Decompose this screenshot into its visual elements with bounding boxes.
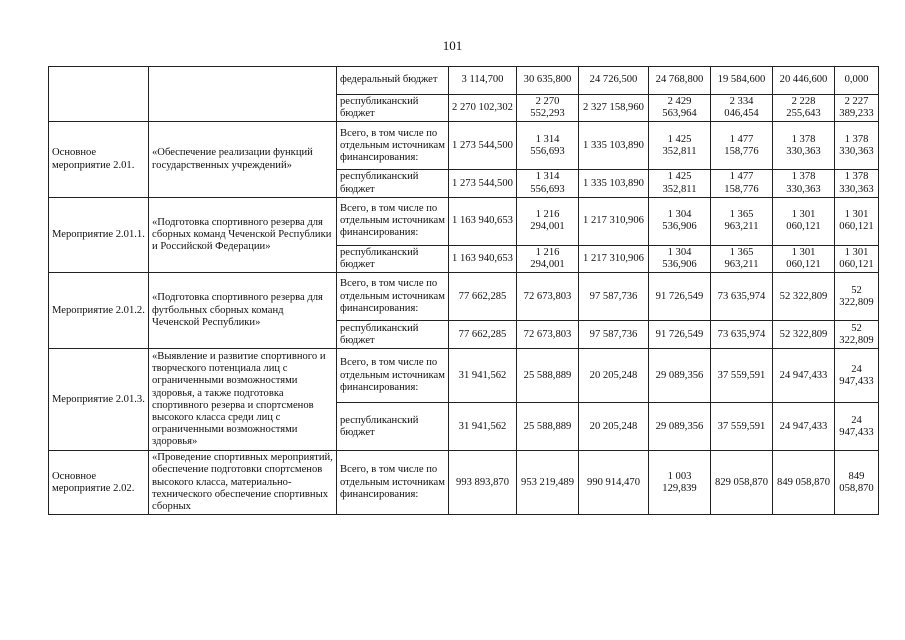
amount-cell: 1 163 940,653 [449,197,517,245]
amount-cell: 990 914,470 [579,451,649,515]
table-row [49,67,879,95]
funding-source: Всего, в том числе по отдельным источникам финансирования: [337,197,449,245]
amount-cell: 24 768,800 [649,67,711,95]
amount-cell: 1 378 330,363 [773,170,835,197]
funding-source: республиканский бюджет [337,245,449,272]
activity-code: Мероприятие 2.01.3. [49,349,149,451]
amount-cell: 1 003 129,839 [649,451,711,515]
amount-cell: 2 270 102,302 [449,95,517,122]
amount-cell: 1 273 544,500 [449,170,517,197]
amount-cell: 31 941,562 [449,349,517,403]
amount-cell: 73 635,974 [711,273,773,321]
amount-cell: 1 217 310,906 [579,245,649,272]
amount-cell: 1 365 963,211 [711,245,773,272]
activity-code: Основное мероприятие 2.02. [49,451,149,515]
amount-cell: 1 477 158,776 [711,170,773,197]
funding-source: федеральный бюджет [337,67,449,95]
amount-cell: 37 559,591 [711,403,773,451]
funding-source: Всего, в том числе по отдельным источникам финансирования: [337,122,449,170]
amount-cell: 20 205,248 [579,403,649,451]
amount-cell: 1 425 352,811 [649,122,711,170]
amount-cell: 25 588,889 [517,349,579,403]
amount-cell: 97 587,736 [579,273,649,321]
amount-cell: 37 559,591 [711,349,773,403]
amount-cell: 2 429 563,964 [649,95,711,122]
amount-cell: 20 446,600 [773,67,835,95]
amount-cell: 2 327 158,960 [579,95,649,122]
page-number: 101 [442,38,463,53]
amount-cell: 1 301 060,121 [773,197,835,245]
amount-cell: 2 227 389,233 [835,95,879,122]
table-row [49,349,879,403]
funding-source: Всего, в том числе по отдельным источникам финансирования: [337,273,449,321]
activity-code [49,67,149,122]
activity-name: «Обеспечение реализации функций государственных учреждений» [149,122,337,197]
funding-source: республиканский бюджет [337,321,449,349]
amount-cell: 829 058,870 [711,451,773,515]
table-row [49,197,879,245]
amount-cell: 20 205,248 [579,349,649,403]
amount-cell: 1 365 963,211 [711,197,773,245]
amount-cell: 24 947,433 [835,403,879,451]
amount-cell: 77 662,285 [449,321,517,349]
amount-cell: 2 270 552,293 [517,95,579,122]
amount-cell: 52 322,809 [773,273,835,321]
amount-cell: 849 058,870 [835,451,879,515]
amount-cell: 31 941,562 [449,403,517,451]
amount-cell: 0,000 [835,67,879,95]
amount-cell: 52 322,809 [835,273,879,321]
amount-cell: 1 314 556,693 [517,122,579,170]
funding-source: республиканский бюджет [337,403,449,451]
amount-cell: 29 089,356 [649,349,711,403]
amount-cell: 1 216 294,001 [517,197,579,245]
amount-cell: 2 228 255,643 [773,95,835,122]
table-row [49,451,879,515]
activity-name [149,67,337,122]
amount-cell: 1 335 103,890 [579,170,649,197]
amount-cell: 1 273 544,500 [449,122,517,170]
amount-cell: 24 947,433 [773,349,835,403]
amount-cell: 1 335 103,890 [579,122,649,170]
table-row [49,122,879,170]
amount-cell: 72 673,803 [517,321,579,349]
amount-cell: 1 314 556,693 [517,170,579,197]
amount-cell: 2 334 046,454 [711,95,773,122]
amount-cell: 77 662,285 [449,273,517,321]
amount-cell: 1 425 352,811 [649,170,711,197]
activity-name: «Проведение спортивных мероприятий, обеспечение подготовки спортсменов высокого класса, материально-технического обеспечение спортивных сборных [149,451,337,515]
amount-cell: 953 219,489 [517,451,579,515]
amount-cell: 24 947,433 [773,403,835,451]
amount-cell: 1 477 158,776 [711,122,773,170]
activity-name: «Подготовка спортивного резерва для футбольных сборных команд Чеченской Республики» [149,273,337,349]
amount-cell: 52 322,809 [835,321,879,349]
amount-cell: 1 301 060,121 [835,197,879,245]
activity-code: Основное мероприятие 2.01. [49,122,149,197]
amount-cell: 1 301 060,121 [773,245,835,272]
amount-cell: 29 089,356 [649,403,711,451]
amount-cell: 19 584,600 [711,67,773,95]
amount-cell: 3 114,700 [449,67,517,95]
amount-cell: 1 304 536,906 [649,197,711,245]
activity-name: «Выявление и развитие спортивного и творческого потенциала лиц с ограниченными возможностями здоровья, а также подготовка спортивного резерва и спортсменов высокого класса среди лиц с ограниченными возможностями здоровья» [149,349,337,451]
amount-cell: 52 322,809 [773,321,835,349]
amount-cell: 1 301 060,121 [835,245,879,272]
amount-cell: 1 304 536,906 [649,245,711,272]
amount-cell: 1 163 940,653 [449,245,517,272]
table-row [49,273,879,321]
amount-cell: 91 726,549 [649,321,711,349]
activity-code: Мероприятие 2.01.1. [49,197,149,272]
funding-source: республиканский бюджет [337,95,449,122]
amount-cell: 1 378 330,363 [835,122,879,170]
amount-cell: 30 635,800 [517,67,579,95]
amount-cell: 1 216 294,001 [517,245,579,272]
funding-source: Всего, в том числе по отдельным источникам финансирования: [337,451,449,515]
amount-cell: 1 378 330,363 [835,170,879,197]
amount-cell: 993 893,870 [449,451,517,515]
budget-table [48,66,879,515]
amount-cell: 24 726,500 [579,67,649,95]
amount-cell: 72 673,803 [517,273,579,321]
amount-cell: 25 588,889 [517,403,579,451]
amount-cell: 73 635,974 [711,321,773,349]
amount-cell: 1 217 310,906 [579,197,649,245]
amount-cell: 97 587,736 [579,321,649,349]
table-body [49,67,879,515]
amount-cell: 91 726,549 [649,273,711,321]
funding-source: Всего, в том числе по отдельным источникам финансирования: [337,349,449,403]
amount-cell: 849 058,870 [773,451,835,515]
amount-cell: 1 378 330,363 [773,122,835,170]
funding-source: республиканский бюджет [337,170,449,197]
activity-code: Мероприятие 2.01.2. [49,273,149,349]
amount-cell: 24 947,433 [835,349,879,403]
activity-name: «Подготовка спортивного резерва для сборных команд Чеченской Республики и Российской Федерации» [149,197,337,272]
